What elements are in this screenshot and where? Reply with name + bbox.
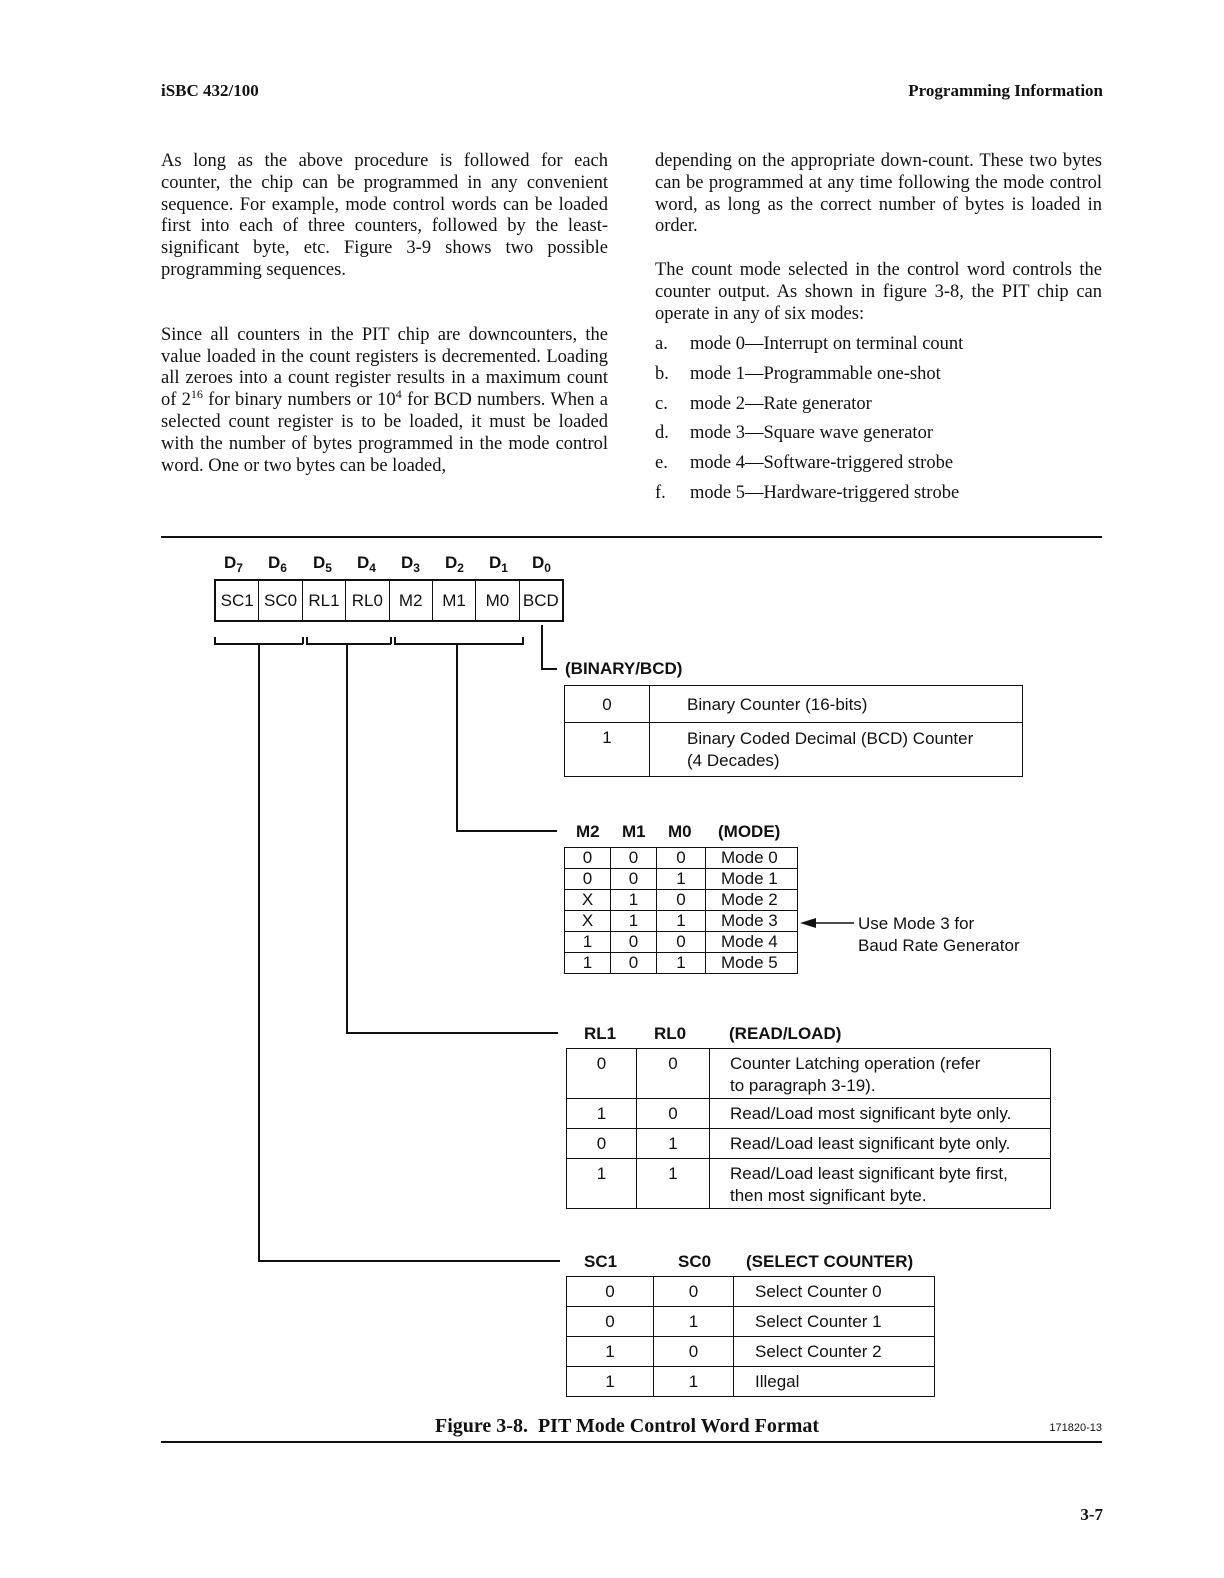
bit-label: $D_0$ [532,553,551,575]
field-m2: M2 [390,581,433,620]
left-paragraph-1: As long as the above procedure is followed for each counter, the chip can be programmed in any convenient sequence. For example, mode control words can be loaded first into each of three counters, followed by the least-significant byte, etc. Figure 3-9 shows two possible programming sequences. [161,151,608,280]
mode-note: Use Mode 3 for Baud Rate Generator [858,914,1020,955]
sc-h1: SC1 [584,1252,618,1271]
running-header-left: iSBC 432/100 [161,81,259,100]
p2-sup-2: 4 [395,387,402,402]
mode-h2: M1 [622,822,646,841]
sc-title: (SELECT COUNTER) [746,1252,914,1271]
figure-reference-number: 171820-13 [1049,1422,1102,1434]
field-sc1: SC1 [216,581,259,620]
table-row: 1 1 Illegal [567,1367,935,1397]
field-rl0: RL0 [346,581,389,620]
field-rl1: RL1 [303,581,346,620]
p2-sup-1: 16 [190,387,203,402]
field-m1: M1 [433,581,476,620]
bit-label: $D_2$ [445,553,464,575]
rl-table [566,1048,1051,1209]
field-m0: M0 [476,581,519,620]
table-row: 1 0 1 Mode 5 [565,953,798,974]
table-row: 0 1 Read/Load least significant byte only. [567,1129,1051,1159]
table-row: 0 0 Counter Latching operation (refer to paragraph 3-19). [567,1049,1051,1099]
sc-h2: SC0 [678,1252,712,1271]
figure-top-rule [161,536,1102,538]
right-paragraph-2: The count mode selected in the control word controls the counter output. As shown in figure 3-8, the PIT chip can operate in any of six modes: [655,259,1102,324]
bit-label: $D_5$ [313,553,332,575]
field-bcd: BCD [522,590,559,610]
bit-label: $D_7$ [224,553,243,575]
mode-list: a. mode 0—Interrupt on terminal count b. mode 1—Programmable one-shot c. mode 2—Rate generator d. mode 3—Square wave generator e. mode 4—Software-triggered strobe f. mode 5—Hardware-triggered strobe [655,334,964,503]
table-row: 1 0 Read/Load most significant byte only. [567,1099,1051,1129]
figure-caption: Figure 3-8. PIT Mode Control Word Format [435,1415,820,1437]
table-row: 0 1 Select Counter 1 [567,1307,935,1337]
mode-h1: M2 [576,822,600,841]
rl-title: (READ/LOAD) [729,1024,842,1043]
bit-label: $D_1$ [489,553,508,575]
table-row: 0 0 Select Counter 0 [567,1277,935,1307]
right-paragraph-1: depending on the appropriate down-count. These two bytes can be programmed at any time following the mode control word, as long as the correct number of bytes is loaded in order. [655,151,1102,237]
table-row: 1 1 Read/Load least significant byte first, then most significant byte. [567,1159,1051,1209]
field-sc0: SC0 [259,581,302,620]
table-row: 1 0 0 Mode 4 [565,932,798,953]
rl-h1: RL1 [584,1024,617,1043]
mode-h3: M0 [668,822,692,841]
mode-title: (MODE) [718,822,781,841]
bcd-title: (BINARY/BCD) [565,659,683,678]
table-row: 1 Binary Coded Decimal (BCD) Counter (4 Decades) [565,723,1023,777]
table-row: 1 0 Select Counter 2 [567,1337,935,1367]
table-row: X 1 0 Mode 2 [565,890,798,911]
left-column [161,151,608,477]
sc-table [566,1276,935,1397]
arrow-left-icon [800,917,854,929]
p2-text-b: for binary numbers or 10 [202,390,396,411]
p2-text-c: for BCD numbers. When a selected count register is to be loaded, it must be loaded with the number of bytes programmed in the mode control word. One or two bytes can be loaded, [161,390,608,476]
table-row: 0 Binary Counter (16-bits) [565,686,1023,723]
page-number: 3-7 [1080,1505,1103,1524]
bcd-table [564,685,1023,777]
control-word-register [214,579,564,622]
rl-h2: RL0 [654,1024,687,1043]
left-paragraph-2 [161,325,608,478]
bit-label: $D_6$ [268,553,287,575]
mode-table [564,847,798,974]
bit-label: $D_3$ [401,553,420,575]
running-header-right: Programming Information [908,81,1103,100]
p2-text-a: Since all counters in the PIT chip are downcounters, the value loaded in the count registers is decremented. Loading all zeroes into a count register results in a maximum count of 2 [161,324,608,411]
table-row: X 1 1 Mode 3 [565,911,798,932]
table-row: 0 0 0 Mode 0 [565,848,798,869]
table-row: 0 0 1 Mode 1 [565,869,798,890]
figure-bottom-rule [161,1441,1102,1443]
right-column [655,151,1102,325]
bit-label: $D_4$ [357,553,376,575]
